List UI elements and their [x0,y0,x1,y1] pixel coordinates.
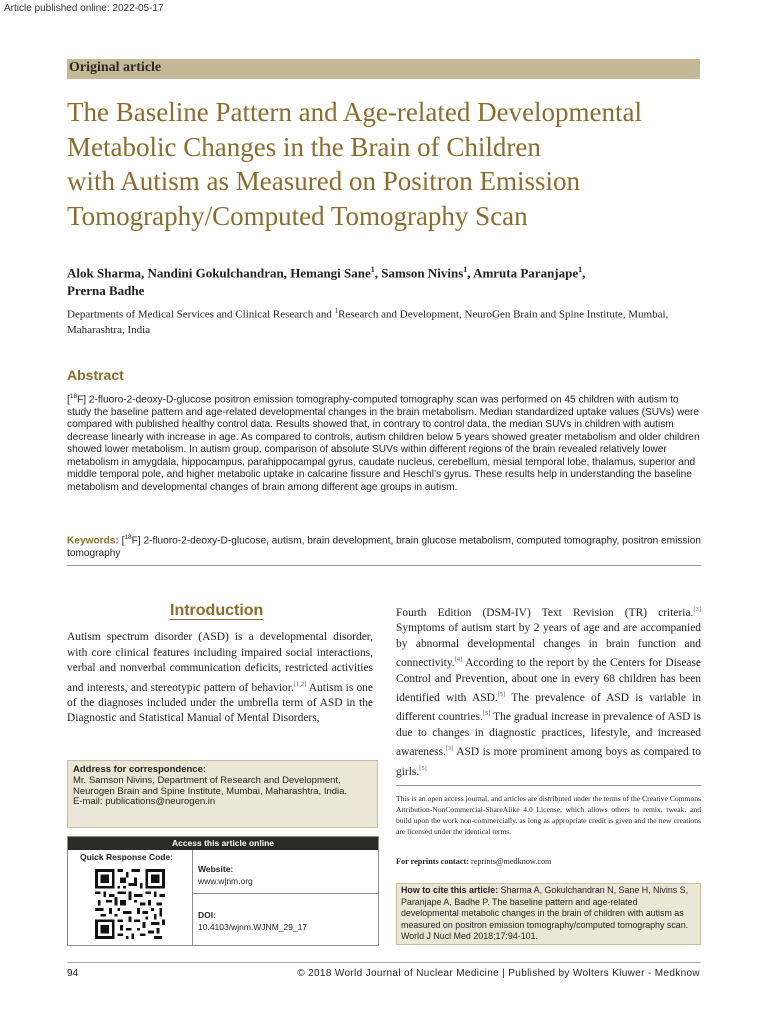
abstract-text: F] 2-fluoro-2-deoxy-D-glucose positron emission tomography-computed tomography scan was performed on 45 children with autism to study the baseline pattern and age-related developmental changes in the brain metabolism. Median standardized uptake values (SUVs) were compared with published healthy control data. Results showed that, in contrary to control data, the median SUVs in children with autism decrease linearly with increase in age. As compared to controls, autism children below 5 years showed greater metabolism and older children showed lower metabolism. In autism group, comparison of absolute SUVs within different regions of the brain revealed relatively lower metabolism in amygdala, hippocampus, parahippocampal gyrus, caudate nucleus, cerebellum, mesial temporal lobe, thalamus, superior and middle temporal pole, and higher metabolic uptake in calcarine fissure and Heschl’s gyrus. These results help in understanding the baseline metabolism and developmental changes of brain among different age groups in autism. [67,394,700,493]
published-date-line: Article published online: 2022-05-17 [4,3,164,14]
correspondence-text [73,776,373,808]
website-label: Website: [198,864,234,874]
affiliation-mark: 1 [578,265,583,274]
correspondence-box [67,760,378,828]
reference-mark[interactable]: [4] [454,656,463,664]
body-text: Autism spectrum disorder (ASD) is a developmental disorder, with core clinical features including impaired social interactions, verbal and nonverbal communication deficits, restricted activities and interests, and stereotypic pattern of behavior. [67,631,373,694]
title-line: Metabolic Changes in the Brain of Children [67,131,541,162]
isotope-mark: 18 [124,534,132,541]
introduction-column-left [67,630,373,727]
abstract-heading: Abstract [67,367,124,383]
reprints-label: For reprints contact: [396,857,469,866]
footer-text: © 2018 World Journal of Nuclear Medicine | Published by Wolters Kluwer - Medknow [297,968,700,979]
access-heading: Access this article online [68,837,378,850]
reference-mark[interactable]: [1,2] [293,680,307,688]
keywords-text: F] 2-fluoro-2-deoxy-D-glucose, autism, brain development, brain glucose metabolism, computed tomography, positron emission tomography [67,535,701,559]
introduction-heading [170,602,263,620]
article-title [67,95,707,233]
author-names: Alok Sharma, Nandini Gokulchandran, Hemangi Sane [67,265,371,281]
author-names: , Samson Nivins [374,265,464,281]
title-line: Tomography/Computed Tomography Scan [67,200,528,231]
author-names: , [582,265,586,281]
author-names: , Amruta Paranjape [467,265,579,281]
reference-mark[interactable]: [5] [419,764,427,772]
isotope-mark: 18 [69,393,78,400]
access-online-box [67,836,379,946]
affiliation [67,304,697,338]
website-link[interactable]: www.wjnm.org [198,876,253,886]
keywords-text: [ [118,535,125,547]
license-notice: This is an open access journal, and articles are distributed under the terms of the Creative Commons Attribution-NonCommercial-ShareAlike 4.0 License, which allows others to remix, tweak, and build upon the work non-commercially, as long as appropriate credit is given and the new creations are licensed under the identical terms. [396,794,701,836]
abstract-text: [ [67,394,70,406]
article-type-label: Original article [69,60,162,75]
doi-row [192,910,378,932]
title-line: with Autism as Measured on Positron Emission [67,166,580,196]
affiliation-mark: 1 [334,307,339,315]
website-row [192,864,378,886]
reference-mark[interactable]: [3] [445,745,454,753]
citation-box [396,883,701,945]
footer-divider [67,962,701,963]
body-text: Fourth Edition (DSM-IV) Text Revision (TR) criteria. [396,606,694,619]
body-text: The prevalence of ASD is variable in different countries. [396,691,702,724]
abstract-body [67,391,701,494]
introduction-column-right [396,602,701,780]
correspondence-heading: Address for correspondence: [73,764,207,775]
page-number: 94 [67,968,79,979]
reference-mark[interactable]: [3] [693,606,701,613]
author-list [67,261,697,300]
affiliation-mark: 1 [370,265,375,274]
keywords [67,532,701,560]
reprints-email[interactable]: reprints@medknow.com [468,857,552,866]
column-divider [396,785,701,786]
author-names: Prerna Badhe [67,283,145,299]
doi-label: DOI: [198,910,216,920]
title-line: The Baseline Pattern and Age-related Developmental [67,97,643,127]
section-divider [67,565,701,566]
correspondence-line: Neurogen Brain and Spine Institute, Mumbai, Maharashtra, India. [73,785,348,797]
access-divider [192,893,378,894]
reprints-contact [396,857,551,866]
qr-code-icon[interactable] [95,869,165,939]
article-type-banner [67,59,700,79]
citation-body: Sharma A, Gokulchandran N, Sane H, Nivins S, Paranjape A, Badhe P. The baseline pattern and age-related developmental metabolic changes in the brain of children with autism as measured on positron emission tomography/computed tomography scan. World J Nucl Med 2018;17:94-101. [401,885,689,941]
affiliation-text: Research and Development, NeuroGen Brain and Spine Institute, Mumbai, Maharashtra, India [67,308,669,336]
body-text: Symptoms of autism start by 2 years of age and are accompanied by abnormal developmental changes in brain function and connectivity. [396,622,701,670]
keywords-label: Keywords: [67,535,119,547]
reference-mark[interactable]: [5] [497,691,506,699]
correspondence-email[interactable]: E-mail: publications@neurogen.in [73,796,216,807]
doi-link[interactable]: 10.4103/wjnm.WJNM_29_17 [198,922,308,932]
body-text: According to the report by the Centers for Disease Control and Prevention, about one in every 68 children has been identified with ASD. [396,657,701,704]
affiliation-mark: 1 [463,265,468,274]
introduction-heading-text: Introduction [170,602,264,619]
affiliation-text: Departments of Medical Services and Clinical Research and [67,308,335,321]
qr-label: Quick Response Code: [80,852,174,862]
citation-text [401,885,697,943]
citation-label: How to cite this article: [401,885,499,895]
body-text: The gradual increase in prevalence of ASD is due to changes in diagnostic practices, lifestyle, and increased awareness. [396,711,701,759]
body-text: Autism is one of the diagnoses included under the umbrella term of ASD in the Diagnostic and Statistical Manual of Mental Disorders, [67,681,373,725]
body-text: ASD is more prominent among boys as compared to girls. [396,746,701,778]
reference-mark[interactable]: [5] [482,710,491,718]
correspondence-line: Mr. Samson Nivins, Department of Research and Development, [73,775,341,786]
